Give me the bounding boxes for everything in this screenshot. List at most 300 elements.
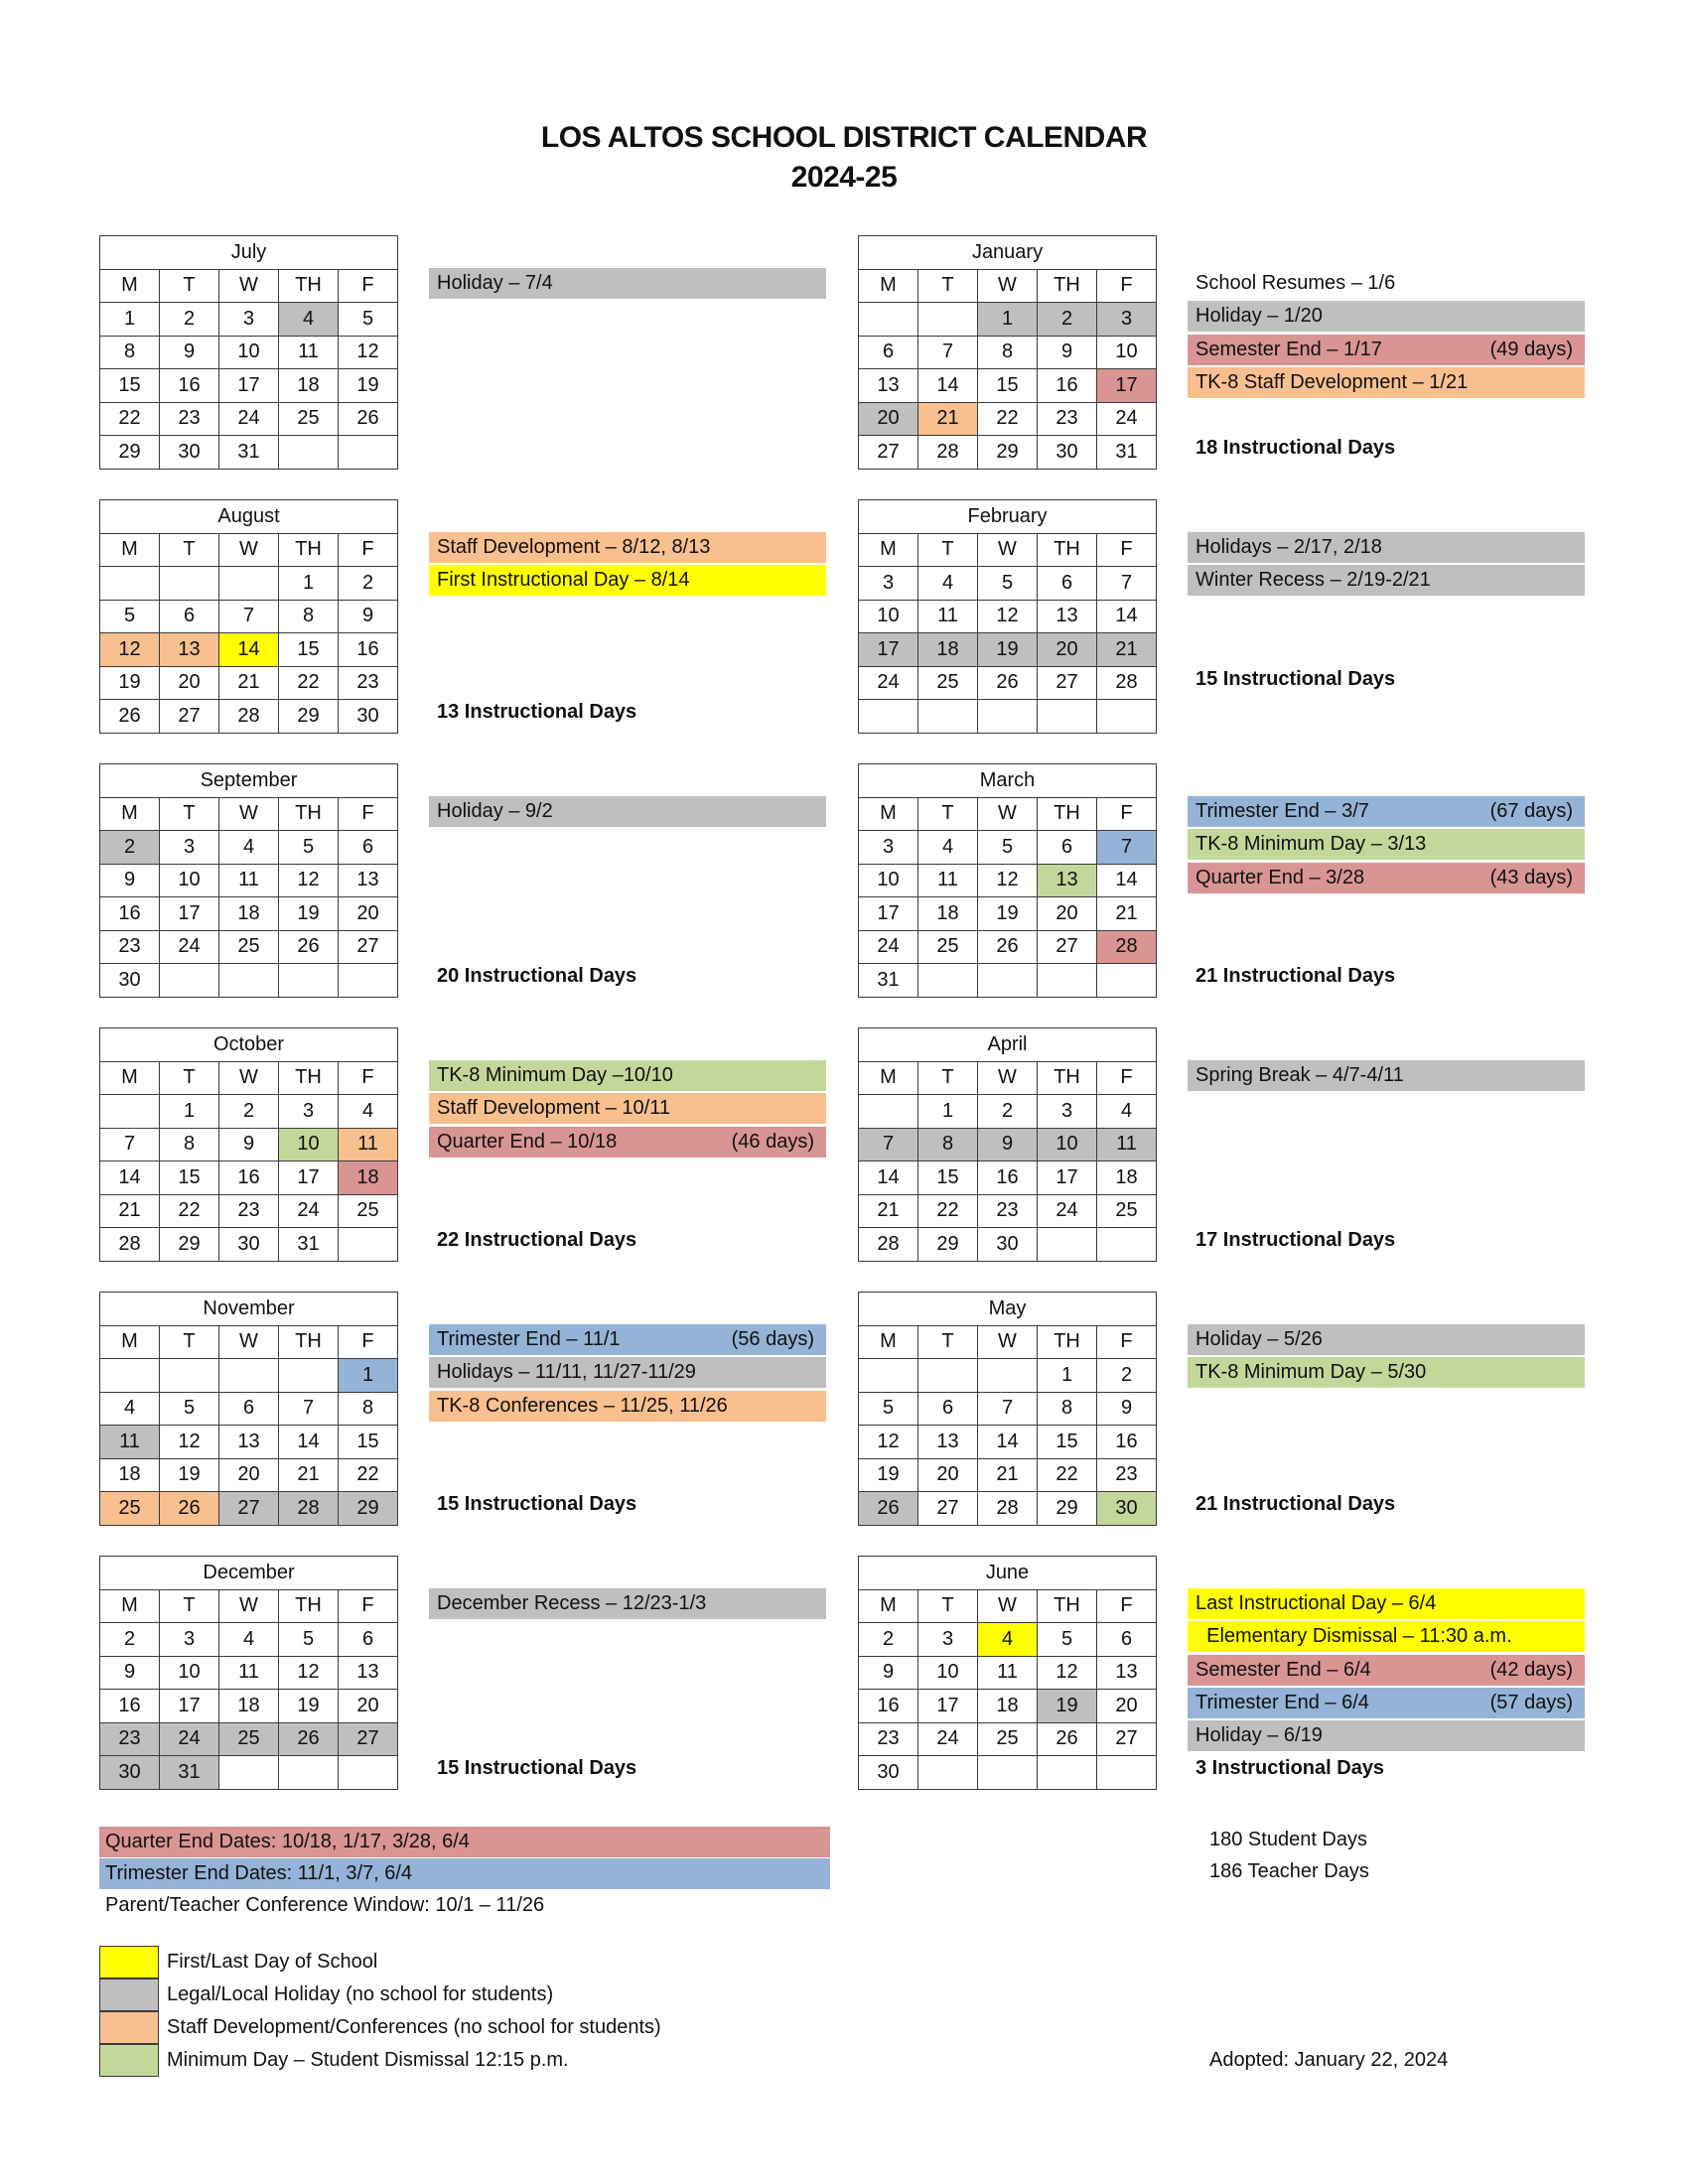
date-cell: 21 xyxy=(978,1458,1038,1492)
date-cell xyxy=(339,1228,398,1262)
date-cell: 28 xyxy=(279,1492,339,1526)
event-text: School Resumes – 1/6 xyxy=(1196,272,1396,295)
day-header: T xyxy=(160,797,219,831)
date-cell: 7 xyxy=(219,600,279,633)
month-name: December xyxy=(100,1557,398,1590)
date-cell: 11 xyxy=(219,1656,279,1690)
day-header: F xyxy=(339,1061,398,1095)
date-cell: 16 xyxy=(219,1161,279,1195)
date-cell: 24 xyxy=(219,402,279,436)
day-header: M xyxy=(859,269,918,303)
date-cell: 20 xyxy=(339,897,398,931)
month-calendar-september xyxy=(99,763,398,998)
date-cell: 14 xyxy=(219,633,279,667)
day-header: M xyxy=(100,1325,160,1359)
date-cell: 18 xyxy=(1097,1161,1157,1195)
date-cell: 8 xyxy=(978,336,1038,369)
date-cell: 8 xyxy=(1038,1392,1097,1426)
month-calendar-october xyxy=(99,1027,398,1262)
calendar-event xyxy=(1188,829,1585,860)
date-cell: 22 xyxy=(339,1458,398,1492)
date-cell: 21 xyxy=(1097,633,1157,667)
date-cell: 2 xyxy=(1038,303,1097,337)
date-cell xyxy=(219,1756,279,1790)
date-cell xyxy=(978,1359,1038,1393)
date-cell: 12 xyxy=(978,600,1038,633)
legend-label: Minimum Day – Student Dismissal 12:15 p.m. xyxy=(167,2049,569,2071)
date-cell: 1 xyxy=(978,303,1038,337)
date-cell: 23 xyxy=(339,666,398,700)
legend-swatch xyxy=(99,1979,159,2011)
day-header: TH xyxy=(279,269,339,303)
date-cell: 3 xyxy=(160,1623,219,1657)
date-cell: 12 xyxy=(160,1426,219,1459)
date-cell: 12 xyxy=(100,633,160,667)
date-cell: 16 xyxy=(978,1161,1038,1195)
date-cell: 17 xyxy=(859,897,918,931)
date-cell: 22 xyxy=(918,1194,978,1228)
day-header: TH xyxy=(1038,797,1097,831)
calendar-event xyxy=(1188,1060,1585,1091)
event-text: 20 Instructional Days xyxy=(437,965,637,988)
date-cell: 9 xyxy=(219,1128,279,1161)
day-header: F xyxy=(1097,1325,1157,1359)
date-cell: 2 xyxy=(1097,1359,1157,1393)
month-name: May xyxy=(859,1293,1157,1326)
instructional-days xyxy=(429,1753,826,1784)
student-days: 180 Student Days xyxy=(1209,1829,1367,1850)
day-header: T xyxy=(918,269,978,303)
day-header: F xyxy=(1097,269,1157,303)
date-cell: 19 xyxy=(978,897,1038,931)
event-text: 18 Instructional Days xyxy=(1196,437,1396,460)
calendar-event xyxy=(1188,1621,1585,1652)
date-cell: 24 xyxy=(918,1722,978,1756)
month-name: January xyxy=(859,236,1157,270)
date-cell: 25 xyxy=(1097,1194,1157,1228)
date-cell: 11 xyxy=(978,1656,1038,1690)
date-cell: 11 xyxy=(339,1128,398,1161)
date-cell: 26 xyxy=(978,930,1038,964)
date-cell: 14 xyxy=(918,369,978,403)
date-cell: 6 xyxy=(219,1392,279,1426)
calendar-event xyxy=(1188,1357,1585,1388)
date-cell: 17 xyxy=(1097,369,1157,403)
month-calendar-june xyxy=(858,1556,1157,1790)
day-header: F xyxy=(1097,533,1157,567)
date-cell: 28 xyxy=(100,1228,160,1262)
date-cell: 15 xyxy=(339,1426,398,1459)
date-cell: 7 xyxy=(918,336,978,369)
date-cell: 25 xyxy=(339,1194,398,1228)
day-header: TH xyxy=(279,1061,339,1095)
day-header: F xyxy=(339,1589,398,1623)
date-cell: 28 xyxy=(1097,666,1157,700)
date-cell: 25 xyxy=(918,930,978,964)
date-cell: 5 xyxy=(160,1392,219,1426)
date-cell: 26 xyxy=(100,700,160,734)
date-cell xyxy=(978,1756,1038,1790)
calendar-event xyxy=(1188,268,1585,299)
trimester-end-dates: Trimester End Dates: 11/1, 3/7, 6/4 xyxy=(99,1858,830,1889)
date-cell: 9 xyxy=(978,1128,1038,1161)
calendar-event xyxy=(429,796,826,827)
date-cell: 12 xyxy=(978,864,1038,897)
date-cell: 8 xyxy=(100,336,160,369)
date-cell: 29 xyxy=(160,1228,219,1262)
day-header: F xyxy=(339,797,398,831)
instructional-days xyxy=(1188,1753,1585,1784)
date-cell: 15 xyxy=(100,369,160,403)
date-cell: 5 xyxy=(1038,1623,1097,1657)
date-cell: 9 xyxy=(100,864,160,897)
date-cell xyxy=(219,964,279,998)
event-text: TK-8 Minimum Day – 5/30 xyxy=(1196,1361,1427,1384)
day-header: W xyxy=(219,269,279,303)
date-cell: 4 xyxy=(219,1623,279,1657)
date-cell: 18 xyxy=(100,1458,160,1492)
instructional-days xyxy=(429,961,826,992)
date-cell xyxy=(279,1359,339,1393)
date-cell: 29 xyxy=(978,436,1038,470)
date-cell: 13 xyxy=(1097,1656,1157,1690)
day-header: W xyxy=(219,797,279,831)
date-cell: 20 xyxy=(918,1458,978,1492)
date-cell: 9 xyxy=(859,1656,918,1690)
date-cell: 13 xyxy=(918,1426,978,1459)
calendar-event xyxy=(1188,532,1585,563)
date-cell: 11 xyxy=(100,1426,160,1459)
date-cell: 31 xyxy=(279,1228,339,1262)
date-cell xyxy=(918,303,978,337)
date-cell xyxy=(160,567,219,601)
date-cell: 29 xyxy=(339,1492,398,1526)
date-cell: 27 xyxy=(859,436,918,470)
date-cell: 27 xyxy=(339,930,398,964)
date-cell: 13 xyxy=(339,1656,398,1690)
date-cell xyxy=(100,1359,160,1393)
date-cell: 3 xyxy=(918,1623,978,1657)
calendar-event xyxy=(429,1357,826,1388)
month-calendar-january xyxy=(858,235,1157,470)
conference-window: Parent/Teacher Conference Window: 10/1 – 11/26 xyxy=(105,1894,545,1916)
day-header: T xyxy=(160,1589,219,1623)
day-header: M xyxy=(100,1061,160,1095)
date-cell: 25 xyxy=(918,666,978,700)
date-cell: 16 xyxy=(859,1690,918,1723)
date-cell: 12 xyxy=(339,336,398,369)
date-cell: 1 xyxy=(339,1359,398,1393)
calendar-event xyxy=(1188,1655,1585,1686)
day-header: TH xyxy=(279,797,339,831)
date-cell: 2 xyxy=(160,303,219,337)
date-cell: 19 xyxy=(859,1458,918,1492)
date-cell: 5 xyxy=(859,1392,918,1426)
date-cell: 16 xyxy=(100,897,160,931)
date-cell: 10 xyxy=(859,600,918,633)
date-cell: 24 xyxy=(160,930,219,964)
date-cell: 6 xyxy=(160,600,219,633)
date-cell: 11 xyxy=(219,864,279,897)
day-header: T xyxy=(918,1325,978,1359)
event-text: Holiday – 7/4 xyxy=(437,272,553,295)
event-text: First Instructional Day – 8/14 xyxy=(437,569,690,592)
month-calendar-march xyxy=(858,763,1157,998)
date-cell: 1 xyxy=(100,303,160,337)
date-cell: 30 xyxy=(1038,436,1097,470)
date-cell: 5 xyxy=(978,567,1038,601)
date-cell: 9 xyxy=(339,600,398,633)
date-cell xyxy=(279,436,339,470)
date-cell xyxy=(918,1756,978,1790)
date-cell: 1 xyxy=(1038,1359,1097,1393)
date-cell: 9 xyxy=(160,336,219,369)
date-cell: 18 xyxy=(219,1690,279,1723)
date-cell: 4 xyxy=(279,303,339,337)
date-cell: 20 xyxy=(160,666,219,700)
date-cell: 2 xyxy=(339,567,398,601)
date-cell: 29 xyxy=(279,700,339,734)
date-cell: 26 xyxy=(859,1492,918,1526)
event-text: Trimester End – 6/4 xyxy=(1196,1691,1369,1713)
date-cell: 20 xyxy=(1038,897,1097,931)
date-cell: 13 xyxy=(219,1426,279,1459)
day-header: M xyxy=(859,797,918,831)
day-header: F xyxy=(339,269,398,303)
date-cell: 15 xyxy=(1038,1426,1097,1459)
date-cell: 24 xyxy=(1038,1194,1097,1228)
day-header: W xyxy=(978,1589,1038,1623)
date-cell: 3 xyxy=(1038,1095,1097,1129)
date-cell: 31 xyxy=(160,1756,219,1790)
date-cell: 24 xyxy=(1097,402,1157,436)
date-cell xyxy=(978,700,1038,734)
date-cell: 7 xyxy=(1097,831,1157,865)
event-day-count: (46 days) xyxy=(731,1130,814,1153)
month-calendar-december xyxy=(99,1556,398,1790)
date-cell: 17 xyxy=(160,897,219,931)
day-header: TH xyxy=(279,1589,339,1623)
event-day-count: (57 days) xyxy=(1489,1691,1573,1713)
date-cell: 28 xyxy=(859,1228,918,1262)
day-header: M xyxy=(100,533,160,567)
event-text: 21 Instructional Days xyxy=(1196,1493,1396,1516)
day-header: W xyxy=(978,797,1038,831)
event-day-count: (42 days) xyxy=(1489,1658,1573,1681)
date-cell: 25 xyxy=(978,1722,1038,1756)
date-cell: 9 xyxy=(1097,1392,1157,1426)
date-cell: 22 xyxy=(279,666,339,700)
date-cell: 16 xyxy=(160,369,219,403)
date-cell: 2 xyxy=(978,1095,1038,1129)
day-header: T xyxy=(160,269,219,303)
date-cell: 31 xyxy=(1097,436,1157,470)
calendar-event xyxy=(429,1588,826,1619)
month-calendar-april xyxy=(858,1027,1157,1262)
date-cell: 17 xyxy=(219,369,279,403)
date-cell: 23 xyxy=(978,1194,1038,1228)
event-day-count: (49 days) xyxy=(1489,338,1573,360)
date-cell: 29 xyxy=(1038,1492,1097,1526)
date-cell: 8 xyxy=(339,1392,398,1426)
date-cell: 30 xyxy=(339,700,398,734)
date-cell: 15 xyxy=(160,1161,219,1195)
date-cell xyxy=(918,700,978,734)
date-cell: 20 xyxy=(1097,1690,1157,1723)
month-name: October xyxy=(100,1028,398,1062)
date-cell: 30 xyxy=(978,1228,1038,1262)
school-year: 2024-25 xyxy=(790,161,898,194)
date-cell: 4 xyxy=(978,1623,1038,1657)
date-cell: 27 xyxy=(160,700,219,734)
date-cell xyxy=(219,567,279,601)
date-cell: 26 xyxy=(160,1492,219,1526)
month-name: September xyxy=(100,764,398,798)
day-header: T xyxy=(918,797,978,831)
legend-label: First/Last Day of School xyxy=(167,1951,378,1973)
date-cell: 31 xyxy=(859,964,918,998)
event-text: TK-8 Minimum Day –10/10 xyxy=(437,1064,673,1087)
date-cell xyxy=(859,1095,918,1129)
calendar-event xyxy=(429,1093,826,1124)
day-header: T xyxy=(918,533,978,567)
date-cell: 5 xyxy=(279,1623,339,1657)
day-header: TH xyxy=(1038,1061,1097,1095)
date-cell: 16 xyxy=(1038,369,1097,403)
legend-label: Legal/Local Holiday (no school for students) xyxy=(167,1983,554,2005)
date-cell xyxy=(1038,964,1097,998)
date-cell: 7 xyxy=(859,1128,918,1161)
date-cell: 11 xyxy=(1097,1128,1157,1161)
date-cell: 6 xyxy=(339,831,398,865)
adopted-date: Adopted: January 22, 2024 xyxy=(1209,2049,1449,2071)
date-cell: 6 xyxy=(1038,567,1097,601)
date-cell: 7 xyxy=(978,1392,1038,1426)
date-cell: 5 xyxy=(339,303,398,337)
date-cell: 26 xyxy=(1038,1722,1097,1756)
event-text: Semester End – 1/17 xyxy=(1196,338,1382,360)
date-cell: 18 xyxy=(918,633,978,667)
date-cell: 7 xyxy=(100,1128,160,1161)
date-cell: 1 xyxy=(279,567,339,601)
calendar-event xyxy=(1188,796,1585,827)
date-cell xyxy=(859,1359,918,1393)
date-cell: 23 xyxy=(1038,402,1097,436)
date-cell: 28 xyxy=(1097,930,1157,964)
date-cell: 8 xyxy=(160,1128,219,1161)
date-cell: 18 xyxy=(219,897,279,931)
date-cell: 21 xyxy=(859,1194,918,1228)
event-text: Trimester End – 3/7 xyxy=(1196,800,1369,823)
date-cell: 6 xyxy=(918,1392,978,1426)
date-cell: 6 xyxy=(339,1623,398,1657)
event-text: 3 Instructional Days xyxy=(1196,1757,1385,1780)
date-cell: 5 xyxy=(279,831,339,865)
date-cell xyxy=(219,1359,279,1393)
date-cell: 19 xyxy=(160,1458,219,1492)
day-header: TH xyxy=(279,533,339,567)
date-cell: 4 xyxy=(100,1392,160,1426)
calendar-event xyxy=(1188,1720,1585,1751)
day-header: TH xyxy=(1038,533,1097,567)
day-header: F xyxy=(1097,797,1157,831)
date-cell: 16 xyxy=(100,1690,160,1723)
day-header: T xyxy=(918,1589,978,1623)
calendar-event xyxy=(429,1324,826,1355)
legend-swatch xyxy=(99,2044,159,2077)
date-cell: 30 xyxy=(100,1756,160,1790)
date-cell: 2 xyxy=(100,1623,160,1657)
date-cell: 4 xyxy=(918,567,978,601)
date-cell: 4 xyxy=(339,1095,398,1129)
date-cell: 7 xyxy=(1097,567,1157,601)
day-header: M xyxy=(100,269,160,303)
date-cell: 17 xyxy=(279,1161,339,1195)
date-cell xyxy=(978,964,1038,998)
date-cell: 11 xyxy=(918,864,978,897)
date-cell: 20 xyxy=(1038,633,1097,667)
date-cell: 27 xyxy=(1097,1722,1157,1756)
date-cell xyxy=(160,1359,219,1393)
calendar-event xyxy=(1188,1588,1585,1619)
day-header: W xyxy=(219,533,279,567)
legend-swatch xyxy=(99,2011,159,2044)
date-cell: 10 xyxy=(859,864,918,897)
day-header: F xyxy=(1097,1589,1157,1623)
instructional-days xyxy=(1188,1225,1585,1256)
date-cell xyxy=(100,1095,160,1129)
calendar-event xyxy=(1188,335,1585,365)
date-cell: 21 xyxy=(1097,897,1157,931)
date-cell xyxy=(1038,1756,1097,1790)
date-cell: 25 xyxy=(100,1492,160,1526)
date-cell: 18 xyxy=(918,897,978,931)
date-cell: 19 xyxy=(279,1690,339,1723)
month-name: April xyxy=(859,1028,1157,1062)
date-cell xyxy=(1038,1228,1097,1262)
date-cell xyxy=(279,1756,339,1790)
date-cell: 6 xyxy=(1097,1623,1157,1657)
event-text: 22 Instructional Days xyxy=(437,1229,637,1252)
event-text: Holiday – 1/20 xyxy=(1196,305,1323,328)
date-cell: 14 xyxy=(1097,864,1157,897)
date-cell xyxy=(1097,1228,1157,1262)
date-cell: 29 xyxy=(100,436,160,470)
date-cell: 3 xyxy=(279,1095,339,1129)
date-cell: 30 xyxy=(100,964,160,998)
day-header: M xyxy=(100,1589,160,1623)
date-cell: 11 xyxy=(279,336,339,369)
event-text: Quarter End – 3/28 xyxy=(1196,866,1365,888)
date-cell: 21 xyxy=(279,1458,339,1492)
date-cell: 16 xyxy=(1097,1426,1157,1459)
legend-swatch xyxy=(99,1946,159,1979)
calendar-event xyxy=(429,1060,826,1091)
date-cell xyxy=(339,436,398,470)
event-text: Quarter End – 10/18 xyxy=(437,1130,618,1153)
date-cell: 15 xyxy=(918,1161,978,1195)
date-cell: 8 xyxy=(918,1128,978,1161)
day-header: W xyxy=(978,1325,1038,1359)
date-cell: 26 xyxy=(978,666,1038,700)
instructional-days xyxy=(1188,1489,1585,1520)
day-header: M xyxy=(100,797,160,831)
date-cell: 3 xyxy=(1097,303,1157,337)
day-header: W xyxy=(978,533,1038,567)
day-header: W xyxy=(978,269,1038,303)
date-cell xyxy=(339,1756,398,1790)
date-cell xyxy=(279,964,339,998)
